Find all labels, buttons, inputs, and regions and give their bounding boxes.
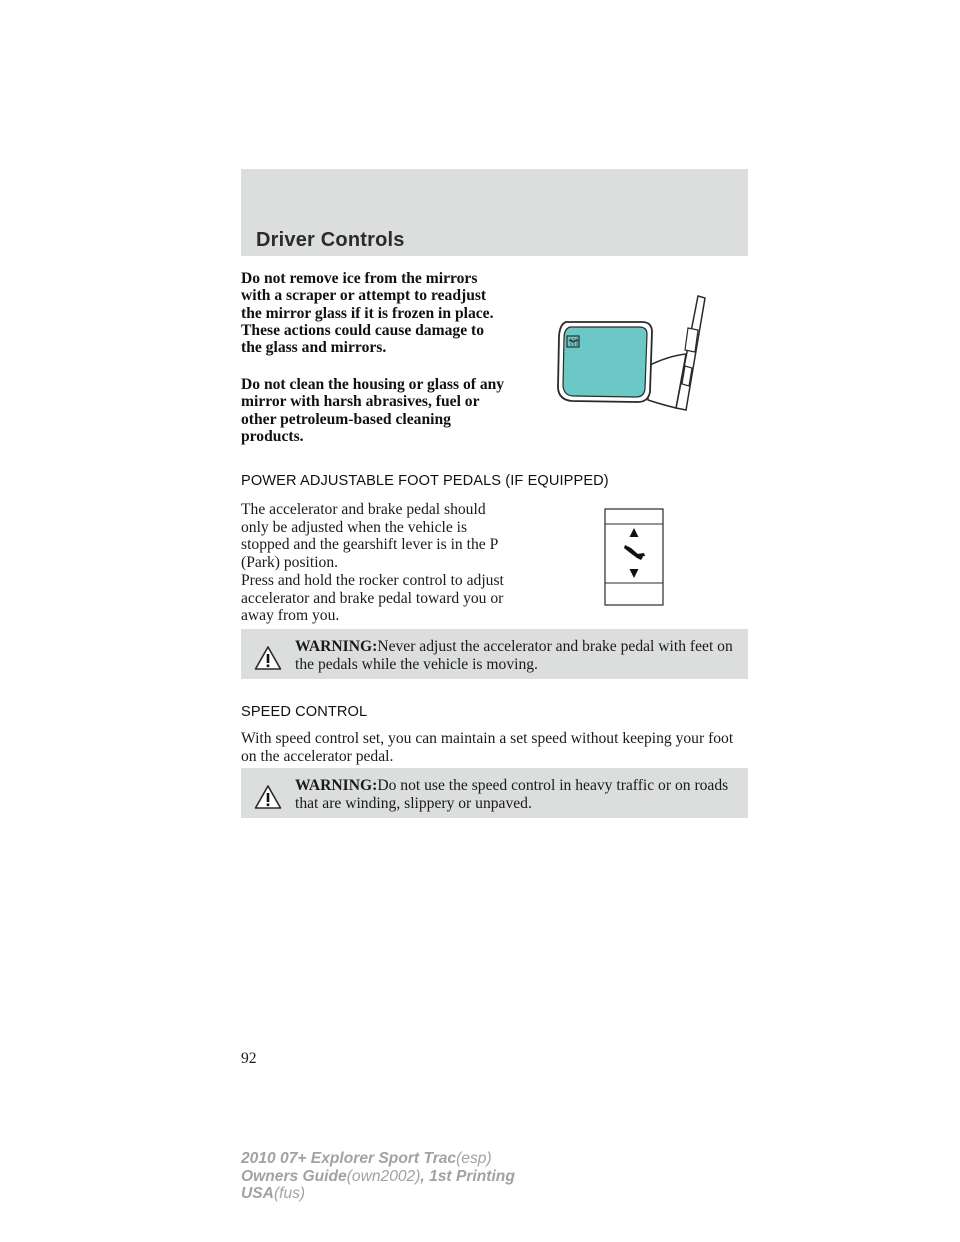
warning-body: Never adjust the accelerator and brake pedal with feet on the pedals while the vehicle is moving. [295,638,733,673]
speed-control-description: With speed control set, you can maintain a set speed without keeping your foot on the accelerator pedal. [241,730,734,765]
mirror-illustration [548,292,708,414]
warning-triangle-icon [254,784,282,810]
page-number: 92 [241,1050,257,1067]
warning-label: WARNING: [295,638,378,655]
mirror-ice-caution: Do not remove ice from the mirrors with a scraper or attempt to readjust the mirror glass if it is frozen in place. These actions could cause damage to the glass and mirrors. [241,270,494,357]
pedals-warning [241,629,748,679]
pedals-warning-text [295,638,735,673]
warning-triangle-icon [254,645,282,671]
speed-warning [241,768,748,818]
section-header [241,169,748,256]
print-footer [241,1150,515,1203]
footer-line-2: Owners Guide(own2002), 1st Printing [241,1167,515,1185]
mirror-cleaning-caution: Do not clean the housing or glass of any mirror with harsh abrasives, fuel or other petroleum-based cleaning products. [241,376,505,445]
pedals-instruction-1: The accelerator and brake pedal should only be adjusted when the vehicle is stopped and the gearshift lever is in the P (Park) position. [241,501,498,571]
warning-body: Do not use the speed control in heavy traffic or on roads that are winding, slippery or unpaved. [295,777,729,812]
warning-label: WARNING: [295,777,378,794]
pedals-heading: POWER ADJUSTABLE FOOT PEDALS (IF EQUIPPED) [241,473,609,489]
page-title: Driver Controls [256,229,405,251]
pedals-instruction-2: Press and hold the rocker control to adjust accelerator and brake pedal toward you or away from you. [241,572,504,624]
footer-line-3: USA(fus) [241,1185,306,1202]
speed-warning-text [295,777,735,812]
footer-line-1: 2010 07+ Explorer Sport Trac(esp) [241,1150,492,1167]
pedal-rocker-switch-illustration [604,508,664,606]
speed-control-heading: SPEED CONTROL [241,704,368,720]
